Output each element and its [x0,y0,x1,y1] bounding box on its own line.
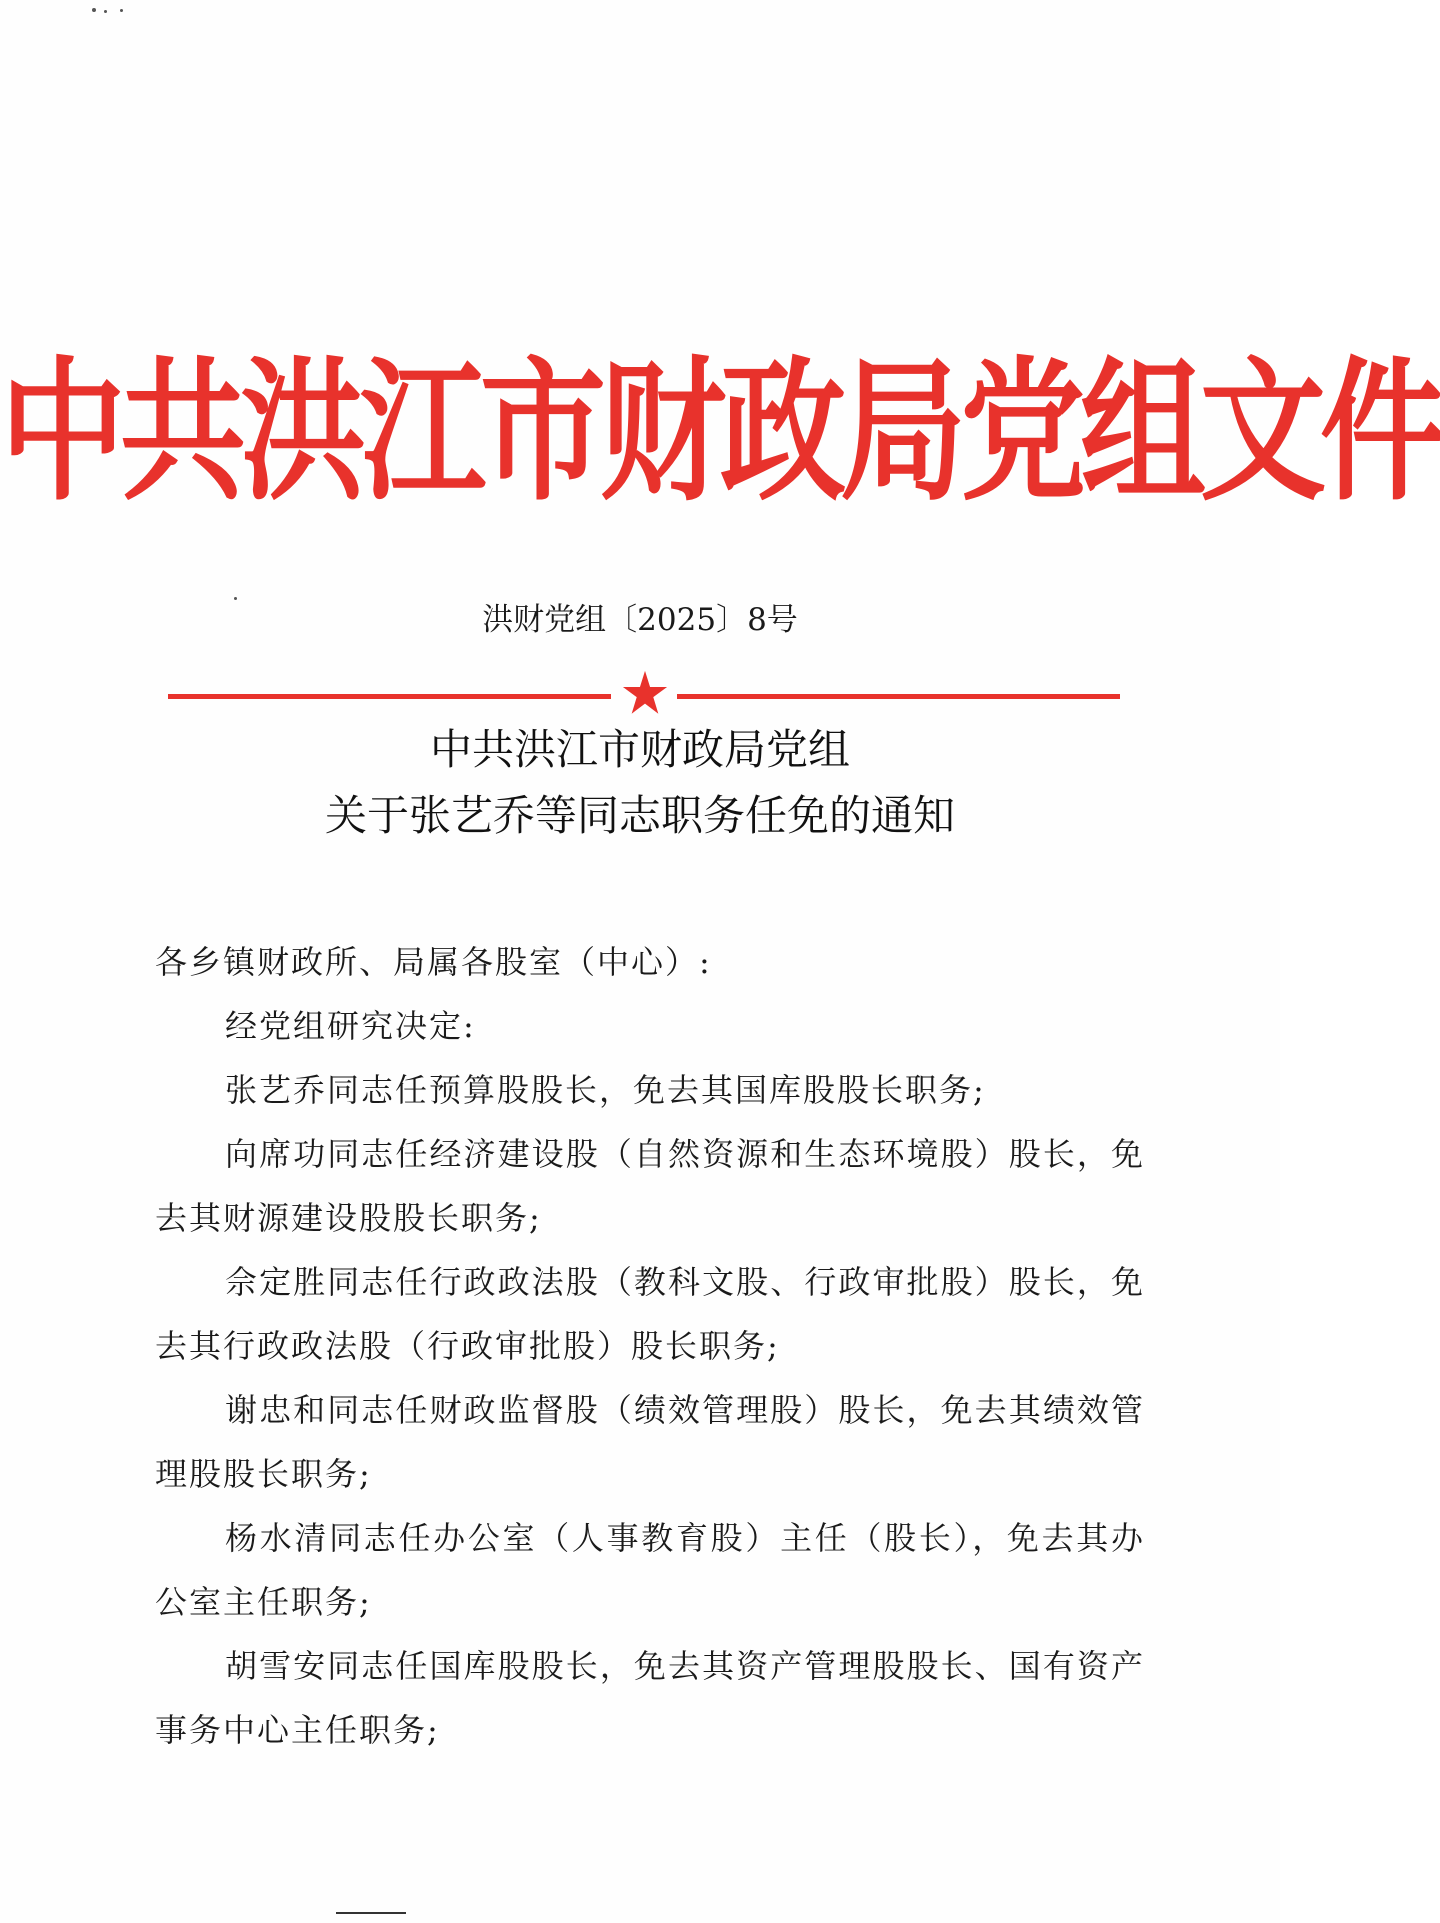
body-paragraph: 胡雪安同志任国库股股长，免去其资产管理股股长、国有资产事务中心主任职务; [155,1647,1145,1749]
notice-title-line-2: 关于张艺乔等同志职务任免的通知 [324,791,955,840]
scan-speck [92,8,96,12]
body-paragraph: 经党组研究决定: [225,1007,476,1045]
notice-title-line-1: 中共洪江市财政局党组 [429,725,850,774]
body-paragraph: 谢忠和同志任财政监督股（绩效管理股）股长，免去其绩效管理股股长职务; [155,1391,1145,1493]
document-body [155,930,1145,1762]
salutation: 各乡镇财政所、局属各股室（中心）: [155,943,712,981]
red-divider-right [677,694,1120,699]
red-divider-left [168,694,611,699]
body-paragraph: 杨水清同志任办公室（人事教育股）主任（股长），免去其办公室主任职务; [155,1519,1145,1621]
red-star-icon [622,670,668,716]
body-paragraph: 佘定胜同志任行政政法股（教科文股、行政审批股）股长，免去其行政政法股（行政审批股）股长职务; [155,1263,1145,1365]
document-masthead: 中共洪江市财政局党组文件 [0,341,1440,522]
document-number: 洪财党组〔2025〕8号 [482,602,798,638]
body-paragraph: 向席功同志任经济建设股（自然资源和生态环境股）股长，免去其财源建设股股长职务; [155,1135,1145,1237]
scan-speck [104,10,107,13]
scan-speck [120,9,123,12]
page-edge-mark [336,1912,406,1914]
body-paragraph: 张艺乔同志任预算股股长，免去其国库股股长职务; [225,1071,986,1109]
